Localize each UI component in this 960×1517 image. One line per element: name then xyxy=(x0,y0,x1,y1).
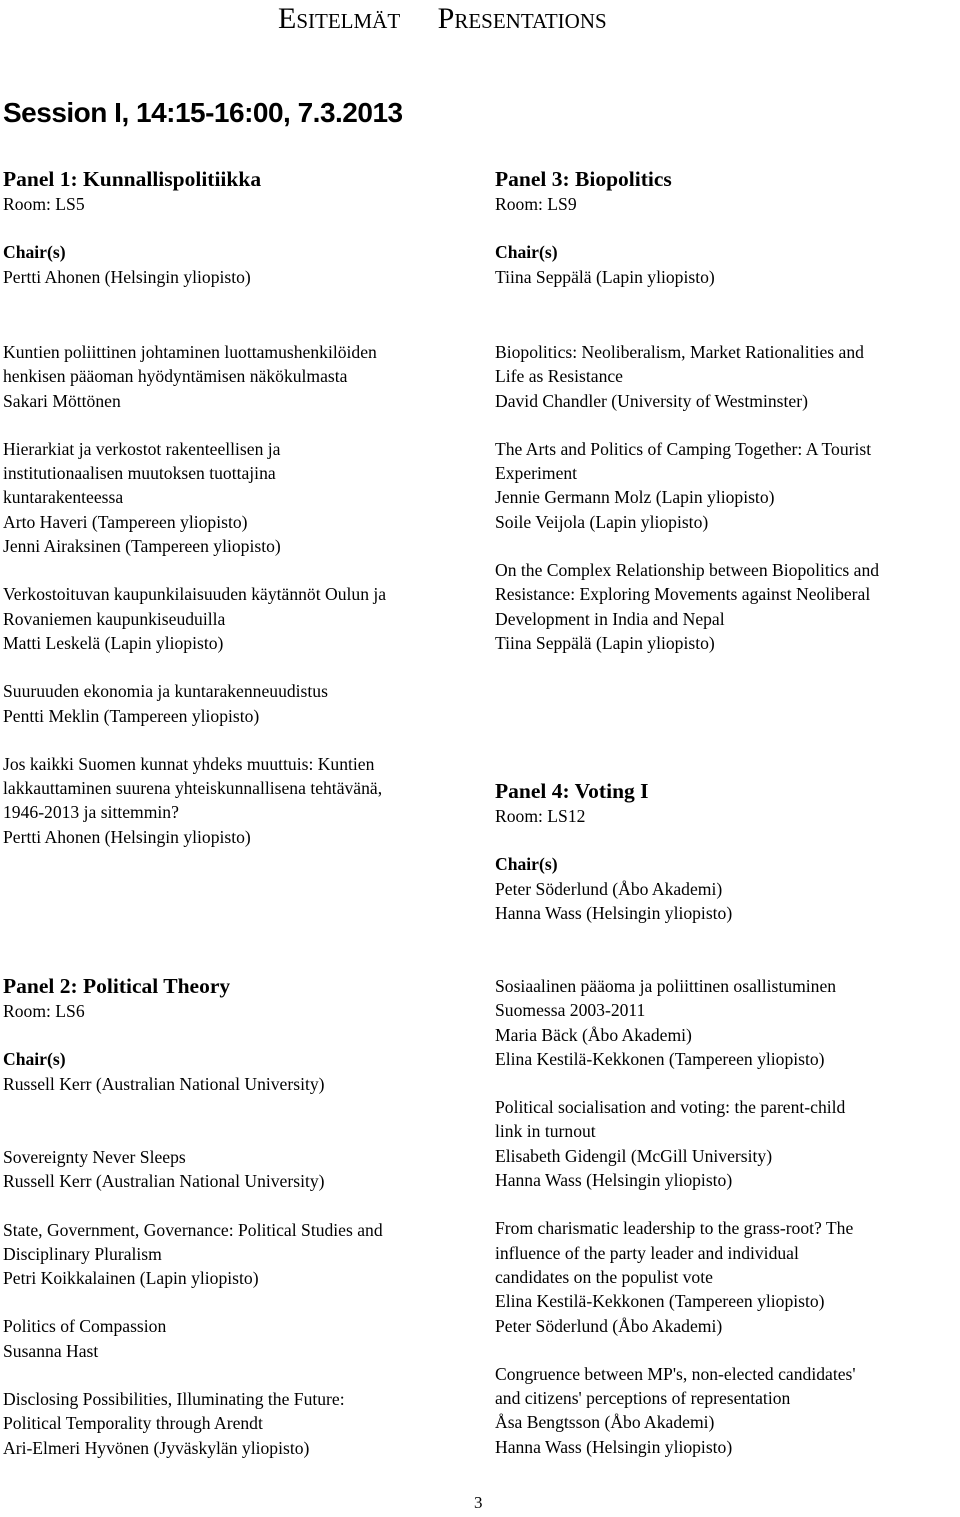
paper-title-line: Political socialisation and voting: the parent-child xyxy=(495,1097,846,1118)
paper xyxy=(495,340,958,413)
paper-title-line: State, Government, Governance: Political Studies and xyxy=(3,1219,383,1240)
paper-author: Pertti Ahonen (Helsingin yliopisto) xyxy=(3,826,251,847)
chairs-label: Chair(s) xyxy=(495,854,558,875)
chair-name: Hanna Wass (Helsingin yliopisto) xyxy=(495,902,733,923)
title-english: Presentations xyxy=(437,2,607,35)
paper-title-line: Verkostoituvan kaupunkilaisuuden käytännöt Oulun ja xyxy=(3,584,387,605)
paper-author: Pentti Meklin (Tampereen yliopisto) xyxy=(3,705,260,726)
panel-room: Room: LS12 xyxy=(495,806,586,826)
page-title xyxy=(278,0,607,38)
paper-title-line: Life as Resistance xyxy=(495,366,623,387)
panel-4 xyxy=(495,778,958,925)
paper-title-line: 1946-2013 ja sittemmin? xyxy=(3,802,179,823)
paper xyxy=(3,1145,466,1194)
panel-title: Panel 3: Biopolitics xyxy=(495,167,672,191)
page-number: 3 xyxy=(474,1493,483,1512)
paper-author: Soile Veijola (Lapin yliopisto) xyxy=(495,511,709,532)
paper-title-line: Sovereignty Never Sleeps xyxy=(3,1147,186,1167)
paper-title-line: Disciplinary Pluralism xyxy=(3,1243,162,1264)
paper-author: Hanna Wass (Helsingin yliopisto) xyxy=(495,1436,733,1457)
paper xyxy=(495,558,958,655)
paper xyxy=(3,1314,466,1363)
paper-title-line: candidates on the populist vote xyxy=(495,1266,713,1287)
paper-author: Jenni Airaksinen (Tampereen yliopisto) xyxy=(3,536,281,557)
paper-title-line: Development in India and Nepal xyxy=(495,608,725,629)
paper xyxy=(3,437,466,558)
paper-title-line: Sosiaalinen pääoma ja poliittinen osallistuminen xyxy=(495,976,837,996)
paper-author: Åsa Bengtsson (Åbo Akademi) xyxy=(495,1412,715,1433)
title-finnish: Esitelmät xyxy=(278,2,401,35)
panel-title: Panel 1: Kunnallispolitiikka xyxy=(3,167,262,191)
paper-author: Elina Kestilä-Kekkonen (Tampereen yliopisto) xyxy=(495,1291,825,1312)
panel-2 xyxy=(3,973,466,1096)
paper-title-line: Resistance: Exploring Movements against Neoliberal xyxy=(495,584,871,605)
paper-title-line: Suomessa 2003-2011 xyxy=(495,1000,646,1021)
panel-1-papers xyxy=(3,340,466,849)
panel-title: Panel 2: Political Theory xyxy=(3,974,231,998)
paper xyxy=(3,679,466,728)
panel-3-papers xyxy=(495,340,958,655)
paper xyxy=(495,1095,958,1192)
paper-author: Tiina Seppälä (Lapin yliopisto) xyxy=(495,632,715,653)
panel-room: Room: LS6 xyxy=(3,1001,85,1021)
paper-author: Hanna Wass (Helsingin yliopisto) xyxy=(495,1170,733,1191)
paper xyxy=(3,340,466,413)
chairs-label: Chair(s) xyxy=(3,242,66,263)
paper-title-text: Hierarkiat ja verkostot rakenteellisen ja xyxy=(3,438,281,459)
paper-title-line: henkisen pääoman hyödyntämisen näkökulmasta xyxy=(3,366,348,387)
paper-title-line: Biopolitics: Neoliberalism, Market Rationalities and xyxy=(495,342,864,362)
paper xyxy=(495,437,958,534)
chair-name: Pertti Ahonen (Helsingin yliopisto) xyxy=(3,266,251,287)
paper-title-line: and citizens' perceptions of representation xyxy=(495,1388,791,1409)
paper-title-line: Congruence between MP's, non-elected candidates' xyxy=(495,1363,856,1384)
panel-2-papers xyxy=(3,1145,466,1460)
paper-title-line: From charismatic leadership to the grass-root? The xyxy=(495,1218,854,1239)
paper-title-line: lakkauttaminen suurena yhteiskunnallisena tehtävänä, xyxy=(3,778,383,799)
session-heading: Session I, 14:15-16:00, 7.3.2013 xyxy=(3,97,403,128)
paper xyxy=(495,1216,958,1337)
panel-room: Room: LS9 xyxy=(495,194,577,214)
panel-room: Room: LS5 xyxy=(3,194,85,214)
chairs-label: Chair(s) xyxy=(3,1049,66,1070)
paper-title-line: Rovaniemen kaupunkiseuduilla xyxy=(3,608,226,629)
paper-author: Arto Haveri (Tampereen yliopisto) xyxy=(3,511,248,532)
paper-author: Susanna Hast xyxy=(3,1340,99,1361)
paper-title-line: The Arts and Politics of Camping Together: A Tourist xyxy=(495,438,872,459)
chairs-label: Chair(s) xyxy=(495,242,558,263)
paper-author: David Chandler (University of Westminster) xyxy=(495,390,808,411)
paper-title-line xyxy=(3,437,466,461)
panel-4-papers xyxy=(495,974,958,1459)
paper xyxy=(3,1218,466,1291)
paper-title-line: kuntarakenteessa xyxy=(3,487,124,508)
paper-author: Matti Leskelä (Lapin yliopisto) xyxy=(3,632,224,653)
paper-author: Maria Bäck (Åbo Akademi) xyxy=(495,1024,692,1045)
panel-1 xyxy=(3,166,466,289)
paper-title-line: Politics of Compassion xyxy=(3,1316,167,1337)
paper-title-line: Political Temporality through Arendt xyxy=(3,1413,263,1434)
paper-title-line: On the Complex Relationship between Biopolitics and xyxy=(495,560,880,581)
paper-author: Elina Kestilä-Kekkonen (Tampereen yliopisto) xyxy=(495,1048,825,1069)
chair-name: Russell Kerr (Australian National University) xyxy=(3,1073,325,1094)
paper-title-line: Jos kaikki Suomen kunnat yhdeks muuttuis: Kuntien xyxy=(3,753,375,774)
panel-title: Panel 4: Voting I xyxy=(495,779,649,803)
paper-title-line: Kuntien poliittinen johtaminen luottamushenkilöiden xyxy=(3,342,377,362)
paper-author: Peter Söderlund (Åbo Akademi) xyxy=(495,1315,723,1336)
paper xyxy=(495,974,958,1071)
paper-title-line: influence of the party leader and individual xyxy=(495,1242,799,1263)
chair-name: Tiina Seppälä (Lapin yliopisto) xyxy=(495,266,715,287)
paper-author: Ari-Elmeri Hyvönen (Jyväskylän yliopisto) xyxy=(3,1437,310,1458)
paper-title-line: institutionaalisen muutoksen tuottajina xyxy=(3,463,276,484)
paper-title-line: link in turnout xyxy=(495,1121,596,1142)
paper-author: Jennie Germann Molz (Lapin yliopisto) xyxy=(495,487,775,508)
paper-author: Elisabeth Gidengil (McGill University) xyxy=(495,1145,773,1166)
panel-3 xyxy=(495,166,958,289)
paper-title-line: Suuruuden ekonomia ja kuntarakenneuudistus xyxy=(3,681,328,702)
paper-author: Russell Kerr (Australian National University) xyxy=(3,1171,325,1192)
paper-title-line: Experiment xyxy=(495,463,578,484)
paper-author: Petri Koikkalainen (Lapin yliopisto) xyxy=(3,1268,259,1289)
paper-title-line: Disclosing Possibilities, Illuminating the Future: xyxy=(3,1389,345,1410)
paper-author: Sakari Möttönen xyxy=(3,390,121,411)
chair-name: Peter Söderlund (Åbo Akademi) xyxy=(495,878,723,899)
paper xyxy=(3,1387,466,1460)
paper xyxy=(495,1362,958,1459)
paper xyxy=(3,752,466,849)
paper xyxy=(3,582,466,655)
